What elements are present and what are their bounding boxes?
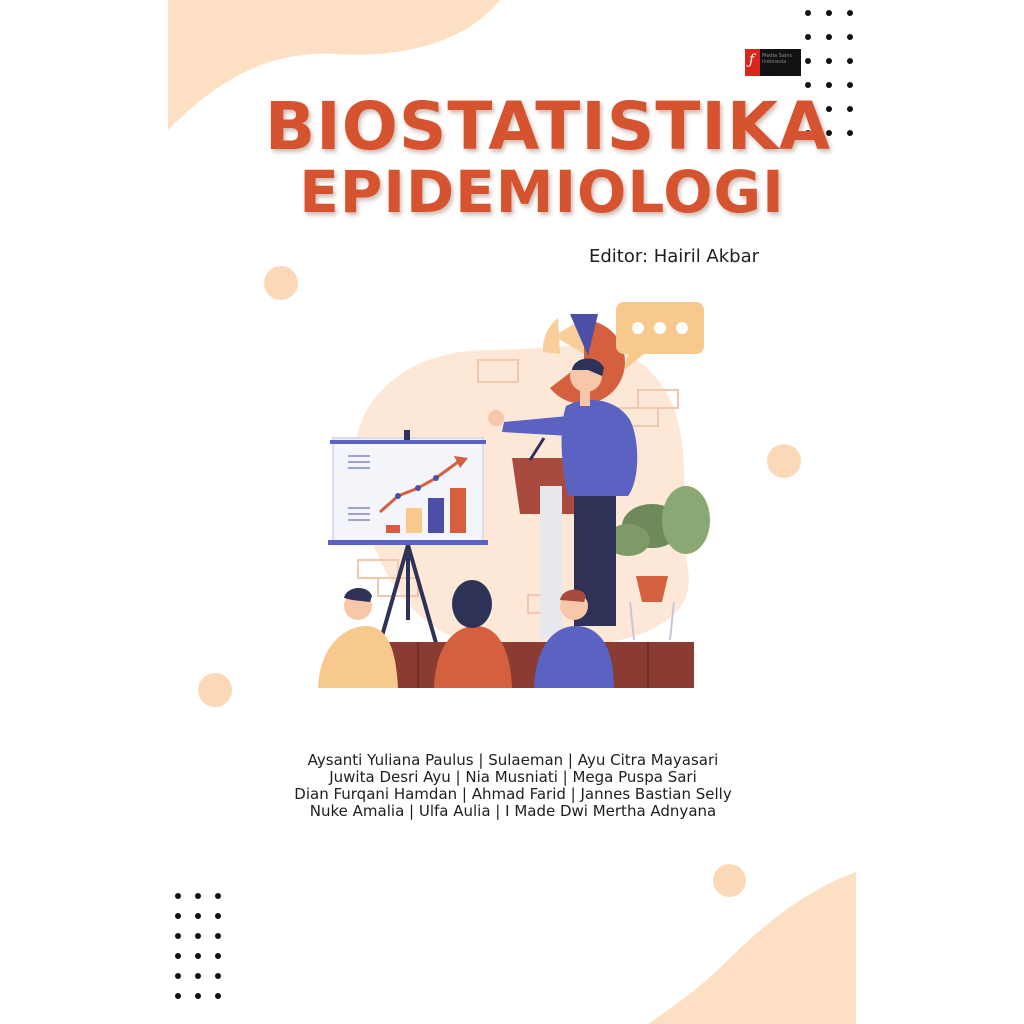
author-line: Aysanti Yuliana Paulus | Sulaeman | Ayu Citra Mayasari [307, 751, 719, 769]
decorative-circle [264, 266, 298, 300]
book-title-line-2: EPIDEMIOLOGI [299, 158, 785, 226]
decorative-circle [198, 673, 232, 707]
publisher-logo-icon: ƒ [745, 49, 760, 76]
dot-grid-bottom-left [175, 893, 221, 999]
speech-bubble-icon [616, 302, 704, 370]
decorative-circle [713, 864, 746, 897]
editor-credit: Editor: Hairil Akbar [589, 246, 760, 267]
publisher-logo [745, 49, 801, 76]
audience [318, 580, 614, 688]
decorative-circle [767, 444, 801, 478]
book-title-line-1: BIOSTATISTIKA [264, 88, 832, 165]
author-line: Juwita Desri Ayu | Nia Musniati | Mega Puspa Sari [329, 768, 697, 786]
author-line: Dian Furqani Hamdan | Ahmad Farid | Jannes Bastian Selly [294, 785, 732, 803]
book-cover [168, 0, 856, 1024]
presenter-illustration [318, 290, 718, 700]
author-line: Nuke Amalia | Ulfa Aulia | I Made Dwi Mertha Adnyana [309, 802, 717, 820]
author-list [228, 752, 798, 820]
publisher-logo-text: Media Sains Indonesia [760, 49, 801, 76]
